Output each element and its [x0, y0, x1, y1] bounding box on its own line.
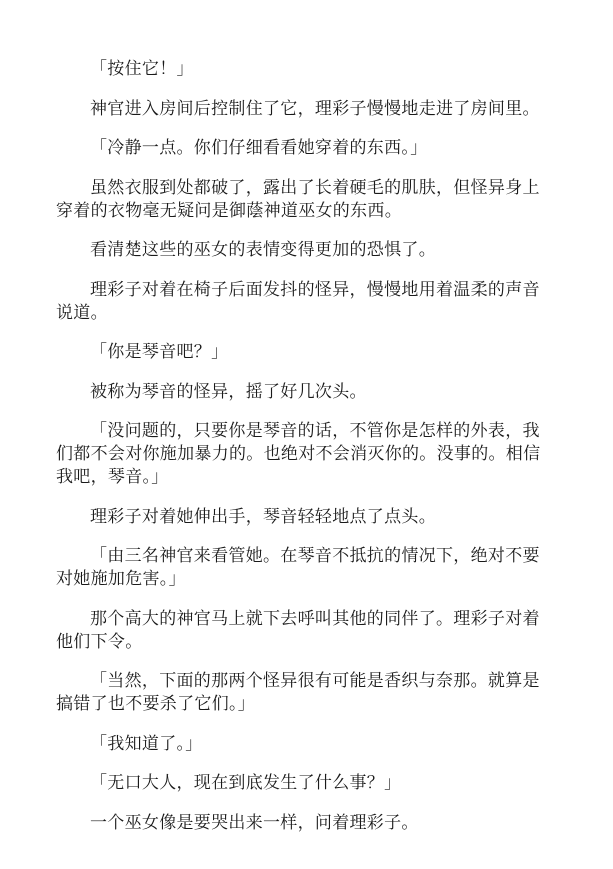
- paragraph: 「冷静一点。你们仔细看看她穿着的东西。」: [90, 138, 428, 158]
- paragraph: 「当然，下面的那两个怪异很有可能是香织与奈那。就算是搞错了也不要杀了它们。」: [56, 671, 540, 714]
- paragraph: 「由三名神官来看管她。在琴音不抵抗的情况下，绝对不要对她施加危害。」: [56, 546, 540, 589]
- paragraph: 理彩子对着她伸出手，琴音轻轻地点了点头。: [90, 506, 436, 527]
- paragraph: 看清楚这些的巫女的表情变得更加的恐惧了。: [90, 240, 436, 260]
- paragraph: 被称为琴音的怪异，摇了好几次头。: [90, 381, 367, 402]
- paragraph: 理彩子对着在椅子后面发抖的怪异，慢慢地用着温柔的声音说道。: [56, 279, 540, 323]
- paragraph: 「你是琴音吧？」: [90, 342, 229, 362]
- paragraph: 「无口大人，现在到底发生了什么事？」: [90, 773, 402, 793]
- paragraph: 神官进入房间后控制住了它，理彩子慢慢地走进了房间里。: [90, 98, 540, 119]
- document-page: [56, 58, 556, 851]
- paragraph: 「没问题的，只要你是琴音的话，不管你是怎样的外表，我们都不会对你施加暴力的。也绝对不会消灭你的。没事的。相信我吧，琴音。」: [56, 421, 541, 487]
- paragraph: 「按住它！」: [90, 59, 194, 79]
- paragraph: 一个巫女像是要哭出来一样，问着理彩子。: [90, 812, 419, 833]
- paragraph: 「我知道了。」: [90, 733, 203, 754]
- paragraph: 虽然衣服到处都破了，露出了长着硬毛的肌肤，但怪异身上穿着的衣物毫无疑问是御蔭神道巫女的东西。: [56, 177, 540, 221]
- paragraph: 那个高大的神官马上就下去呼叫其他的同伴了。理彩子对着他们下令。: [56, 608, 540, 652]
